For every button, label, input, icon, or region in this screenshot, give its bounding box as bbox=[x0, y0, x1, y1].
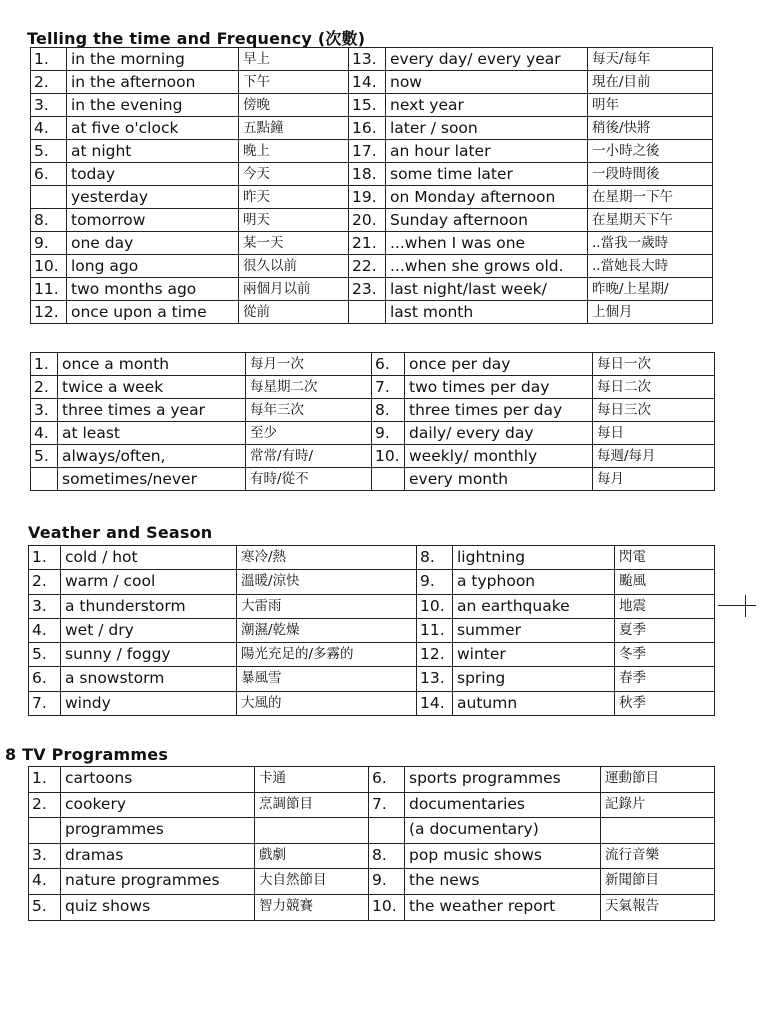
chinese-term: 從前 bbox=[239, 301, 349, 324]
item-number: 10. bbox=[31, 255, 67, 278]
item-number: 10. bbox=[417, 594, 453, 618]
item-number: 6. bbox=[372, 353, 405, 376]
chinese-term: 每星期二次 bbox=[246, 376, 372, 399]
table-row bbox=[31, 422, 715, 445]
item-number: 11. bbox=[417, 618, 453, 642]
english-term: yesterday bbox=[67, 186, 239, 209]
item-number: 10. bbox=[372, 445, 405, 468]
chinese-term: 颱風 bbox=[615, 570, 715, 594]
english-term: the news bbox=[405, 869, 601, 895]
english-term: spring bbox=[453, 667, 615, 691]
chinese-term: 一小時之後 bbox=[588, 140, 713, 163]
table-row bbox=[29, 594, 715, 618]
english-term: cold / hot bbox=[61, 546, 237, 570]
chinese-term bbox=[601, 818, 715, 844]
english-term: daily/ every day bbox=[405, 422, 593, 445]
table-row bbox=[31, 163, 713, 186]
chinese-term: 在星期天下午 bbox=[588, 209, 713, 232]
item-number: 9. bbox=[31, 232, 67, 255]
item-number: 9. bbox=[417, 570, 453, 594]
chinese-term: 兩個月以前 bbox=[239, 278, 349, 301]
chinese-term: 運動節目 bbox=[601, 767, 715, 793]
english-term: three times a year bbox=[58, 399, 246, 422]
table-row bbox=[31, 278, 713, 301]
item-number: 6. bbox=[29, 667, 61, 691]
chinese-term: 明天 bbox=[239, 209, 349, 232]
english-term: lightning bbox=[453, 546, 615, 570]
chinese-term: 卡通 bbox=[255, 767, 369, 793]
english-term: quiz shows bbox=[61, 894, 255, 920]
table-row bbox=[29, 570, 715, 594]
english-term: at least bbox=[58, 422, 246, 445]
chinese-term: 今天 bbox=[239, 163, 349, 186]
chinese-term: 每月 bbox=[593, 468, 715, 491]
item-number: 2. bbox=[31, 71, 67, 94]
chinese-term: 每年三次 bbox=[246, 399, 372, 422]
chinese-term: 常常/有時/ bbox=[246, 445, 372, 468]
english-term: three times per day bbox=[405, 399, 593, 422]
english-term: wet / dry bbox=[61, 618, 237, 642]
english-term: on Monday afternoon bbox=[386, 186, 588, 209]
english-term: long ago bbox=[67, 255, 239, 278]
chinese-term: 大自然節目 bbox=[255, 869, 369, 895]
english-term: pop music shows bbox=[405, 843, 601, 869]
item-number bbox=[31, 468, 58, 491]
item-number: 6. bbox=[31, 163, 67, 186]
chinese-term: 傍晚 bbox=[239, 94, 349, 117]
item-number: 1. bbox=[31, 48, 67, 71]
item-number: 10. bbox=[369, 894, 405, 920]
item-number: 9. bbox=[372, 422, 405, 445]
item-number: 3. bbox=[29, 594, 61, 618]
english-term: nature programmes bbox=[61, 869, 255, 895]
english-term: some time later bbox=[386, 163, 588, 186]
margin-mark-vertical bbox=[745, 595, 746, 617]
item-number: 5. bbox=[29, 643, 61, 667]
chinese-term: ..當她長大時 bbox=[588, 255, 713, 278]
chinese-term: 每日二次 bbox=[593, 376, 715, 399]
chinese-term: 五點鐘 bbox=[239, 117, 349, 140]
chinese-term: 下午 bbox=[239, 71, 349, 94]
chinese-term: 在星期一下午 bbox=[588, 186, 713, 209]
item-number: 1. bbox=[29, 767, 61, 793]
chinese-term: 晚上 bbox=[239, 140, 349, 163]
english-term: last month bbox=[386, 301, 588, 324]
chinese-term: 暴風雪 bbox=[237, 667, 417, 691]
chinese-term: 每日 bbox=[593, 422, 715, 445]
english-term: (a documentary) bbox=[405, 818, 601, 844]
item-number bbox=[372, 468, 405, 491]
section-title-time: Telling the time and Frequency (次數) bbox=[27, 29, 366, 48]
english-term: ...when she grows old. bbox=[386, 255, 588, 278]
table-row bbox=[31, 140, 713, 163]
english-term: once a month bbox=[58, 353, 246, 376]
chinese-term: 昨天 bbox=[239, 186, 349, 209]
chinese-term: 昨晚/上星期/ bbox=[588, 278, 713, 301]
item-number: 13. bbox=[349, 48, 386, 71]
english-term: warm / cool bbox=[61, 570, 237, 594]
chinese-term: 稍後/快將 bbox=[588, 117, 713, 140]
english-term: sunny / foggy bbox=[61, 643, 237, 667]
chinese-term: 大風的 bbox=[237, 691, 417, 715]
chinese-term: 一段時間後 bbox=[588, 163, 713, 186]
english-term: summer bbox=[453, 618, 615, 642]
item-number: 22. bbox=[349, 255, 386, 278]
english-term: autumn bbox=[453, 691, 615, 715]
english-term: an earthquake bbox=[453, 594, 615, 618]
chinese-term: 每天/每年 bbox=[588, 48, 713, 71]
item-number: 4. bbox=[31, 117, 67, 140]
item-number: 23. bbox=[349, 278, 386, 301]
english-term: in the evening bbox=[67, 94, 239, 117]
english-term: winter bbox=[453, 643, 615, 667]
table-row bbox=[29, 792, 715, 818]
chinese-term: 閃電 bbox=[615, 546, 715, 570]
table-row bbox=[29, 546, 715, 570]
item-number bbox=[31, 186, 67, 209]
item-number: 8. bbox=[372, 399, 405, 422]
item-number: 2. bbox=[29, 792, 61, 818]
chinese-term: 夏季 bbox=[615, 618, 715, 642]
english-term: always/often, bbox=[58, 445, 246, 468]
table-row bbox=[31, 353, 715, 376]
item-number: 16. bbox=[349, 117, 386, 140]
table-row bbox=[29, 894, 715, 920]
item-number bbox=[349, 301, 386, 324]
item-number: 12. bbox=[417, 643, 453, 667]
english-term: the weather report bbox=[405, 894, 601, 920]
english-term: cartoons bbox=[61, 767, 255, 793]
english-term: every month bbox=[405, 468, 593, 491]
table-row bbox=[31, 186, 713, 209]
section-title-tv: 8 TV Programmes bbox=[5, 745, 169, 764]
table-row bbox=[29, 691, 715, 715]
chinese-term: ..當我一歲時 bbox=[588, 232, 713, 255]
item-number: 4. bbox=[31, 422, 58, 445]
item-number: 8. bbox=[31, 209, 67, 232]
item-number: 6. bbox=[369, 767, 405, 793]
table-row bbox=[31, 255, 713, 278]
item-number: 11. bbox=[31, 278, 67, 301]
table-row bbox=[31, 209, 713, 232]
item-number: 3. bbox=[31, 94, 67, 117]
english-term: at five o'clock bbox=[67, 117, 239, 140]
chinese-term: 烹調節目 bbox=[255, 792, 369, 818]
item-number: 8. bbox=[369, 843, 405, 869]
table-row bbox=[29, 667, 715, 691]
table-row bbox=[31, 117, 713, 140]
english-term: last night/last week/ bbox=[386, 278, 588, 301]
english-term: windy bbox=[61, 691, 237, 715]
table-row bbox=[31, 376, 715, 399]
english-term: tomorrow bbox=[67, 209, 239, 232]
item-number: 5. bbox=[29, 894, 61, 920]
item-number: 4. bbox=[29, 869, 61, 895]
chinese-term: 冬季 bbox=[615, 643, 715, 667]
english-term: in the morning bbox=[67, 48, 239, 71]
english-term: a typhoon bbox=[453, 570, 615, 594]
item-number: 9. bbox=[369, 869, 405, 895]
chinese-term: 某一天 bbox=[239, 232, 349, 255]
chinese-term: 智力競賽 bbox=[255, 894, 369, 920]
item-number: 19. bbox=[349, 186, 386, 209]
english-term: once per day bbox=[405, 353, 593, 376]
item-number: 1. bbox=[29, 546, 61, 570]
english-term: weekly/ monthly bbox=[405, 445, 593, 468]
table-row bbox=[31, 71, 713, 94]
item-number: 5. bbox=[31, 445, 58, 468]
chinese-term: 秋季 bbox=[615, 691, 715, 715]
chinese-term: 天氣報告 bbox=[601, 894, 715, 920]
english-term: cookery bbox=[61, 792, 255, 818]
english-term: documentaries bbox=[405, 792, 601, 818]
english-term: once upon a time bbox=[67, 301, 239, 324]
item-number: 14. bbox=[417, 691, 453, 715]
time-frequency-table bbox=[30, 47, 713, 324]
english-term: at night bbox=[67, 140, 239, 163]
item-number: 2. bbox=[31, 376, 58, 399]
chinese-term: 陽光充足的/多霧的 bbox=[237, 643, 417, 667]
english-term: sports programmes bbox=[405, 767, 601, 793]
english-term: a thunderstorm bbox=[61, 594, 237, 618]
english-term: programmes bbox=[61, 818, 255, 844]
chinese-term: 新聞節目 bbox=[601, 869, 715, 895]
item-number: 4. bbox=[29, 618, 61, 642]
item-number: 15. bbox=[349, 94, 386, 117]
section-title-weather: Veather and Season bbox=[28, 523, 213, 542]
table-row bbox=[31, 48, 713, 71]
item-number: 7. bbox=[29, 691, 61, 715]
chinese-term bbox=[255, 818, 369, 844]
item-number: 8. bbox=[417, 546, 453, 570]
chinese-term: 寒冷/熱 bbox=[237, 546, 417, 570]
item-number: 7. bbox=[369, 792, 405, 818]
table-row bbox=[29, 843, 715, 869]
english-term: two months ago bbox=[67, 278, 239, 301]
frequency-table bbox=[30, 352, 715, 491]
chinese-term: 記錄片 bbox=[601, 792, 715, 818]
item-number: 5. bbox=[31, 140, 67, 163]
chinese-term: 早上 bbox=[239, 48, 349, 71]
english-term: next year bbox=[386, 94, 588, 117]
tv-programmes-table bbox=[28, 766, 715, 921]
chinese-term: 潮濕/乾燥 bbox=[237, 618, 417, 642]
english-term: Sunday afternoon bbox=[386, 209, 588, 232]
english-term: later / soon bbox=[386, 117, 588, 140]
table-row bbox=[31, 232, 713, 255]
chinese-term: 流行音樂 bbox=[601, 843, 715, 869]
weather-season-table bbox=[28, 545, 715, 716]
item-number: 14. bbox=[349, 71, 386, 94]
item-number: 21. bbox=[349, 232, 386, 255]
chinese-term: 每週/每月 bbox=[593, 445, 715, 468]
english-term: now bbox=[386, 71, 588, 94]
english-term: in the afternoon bbox=[67, 71, 239, 94]
table-row bbox=[31, 399, 715, 422]
table-row bbox=[31, 445, 715, 468]
chinese-term: 溫暖/涼快 bbox=[237, 570, 417, 594]
chinese-term: 有時/從不 bbox=[246, 468, 372, 491]
chinese-term: 每日一次 bbox=[593, 353, 715, 376]
item-number bbox=[369, 818, 405, 844]
chinese-term: 地震 bbox=[615, 594, 715, 618]
item-number: 3. bbox=[29, 843, 61, 869]
table-row bbox=[31, 468, 715, 491]
chinese-term: 至少 bbox=[246, 422, 372, 445]
table-row bbox=[31, 301, 713, 324]
english-term: today bbox=[67, 163, 239, 186]
chinese-term: 明年 bbox=[588, 94, 713, 117]
item-number: 17. bbox=[349, 140, 386, 163]
table-row bbox=[29, 869, 715, 895]
margin-mark bbox=[718, 605, 756, 606]
table-row bbox=[29, 618, 715, 642]
table-row bbox=[29, 767, 715, 793]
english-term: twice a week bbox=[58, 376, 246, 399]
item-number: 1. bbox=[31, 353, 58, 376]
item-number: 7. bbox=[372, 376, 405, 399]
chinese-term: 每月一次 bbox=[246, 353, 372, 376]
chinese-term: 戲劇 bbox=[255, 843, 369, 869]
english-term: one day bbox=[67, 232, 239, 255]
item-number: 2. bbox=[29, 570, 61, 594]
chinese-term: 上個月 bbox=[588, 301, 713, 324]
english-term: two times per day bbox=[405, 376, 593, 399]
english-term: sometimes/never bbox=[58, 468, 246, 491]
table-row bbox=[31, 94, 713, 117]
chinese-term: 大雷雨 bbox=[237, 594, 417, 618]
item-number: 3. bbox=[31, 399, 58, 422]
chinese-term: 春季 bbox=[615, 667, 715, 691]
english-term: every day/ every year bbox=[386, 48, 588, 71]
table-row bbox=[29, 643, 715, 667]
item-number: 13. bbox=[417, 667, 453, 691]
table-row bbox=[29, 818, 715, 844]
item-number: 18. bbox=[349, 163, 386, 186]
item-number: 12. bbox=[31, 301, 67, 324]
english-term: a snowstorm bbox=[61, 667, 237, 691]
english-term: dramas bbox=[61, 843, 255, 869]
item-number: 20. bbox=[349, 209, 386, 232]
english-term: ...when I was one bbox=[386, 232, 588, 255]
chinese-term: 每日三次 bbox=[593, 399, 715, 422]
item-number bbox=[29, 818, 61, 844]
chinese-term: 現在/目前 bbox=[588, 71, 713, 94]
english-term: an hour later bbox=[386, 140, 588, 163]
chinese-term: 很久以前 bbox=[239, 255, 349, 278]
